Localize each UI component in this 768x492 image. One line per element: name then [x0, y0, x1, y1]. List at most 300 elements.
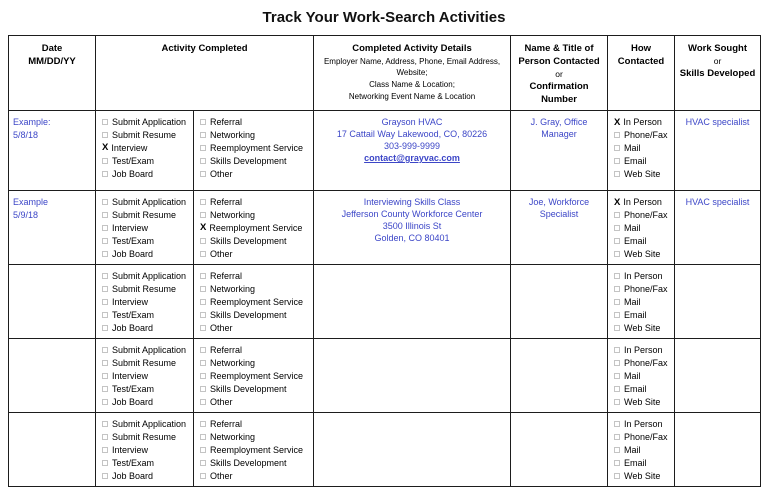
checkbox[interactable] — [614, 286, 620, 292]
checkbox[interactable] — [614, 132, 620, 138]
checkbox[interactable] — [200, 132, 206, 138]
details-line: Interviewing Skills Class — [363, 197, 461, 207]
work-sought-cell[interactable] — [675, 412, 761, 486]
col-header-details — [314, 36, 511, 111]
option-label: Job Board — [112, 248, 154, 259]
date-header-format: MM/DD/YY — [28, 56, 76, 67]
table-row-blank — [9, 265, 761, 339]
date-example-label: Example — [13, 197, 49, 207]
option-label: Submit Application — [112, 271, 187, 282]
option-submit-application — [102, 196, 189, 209]
table-row-blank — [9, 412, 761, 486]
option-label: Web Site — [624, 248, 661, 259]
option-label: In Person — [624, 271, 663, 282]
option-submit-resume — [102, 357, 189, 370]
option-referral — [200, 270, 309, 283]
date-value: 5/9/18 — [13, 210, 39, 220]
checkbox[interactable] — [102, 373, 108, 379]
checkbox[interactable] — [102, 399, 108, 405]
option-email — [614, 234, 670, 247]
option-label: Skills Development — [210, 383, 287, 394]
contact-name-cell — [511, 191, 608, 265]
option-label: Web Site — [624, 322, 661, 333]
option-label: Referral — [210, 419, 243, 430]
contact-name: J. Gray, Office Manager — [530, 117, 588, 139]
option-networking — [200, 129, 309, 142]
work-sought-cell — [675, 191, 761, 265]
option-test-exam — [102, 154, 189, 167]
checkbox[interactable] — [102, 158, 108, 164]
option-label: Email — [624, 383, 647, 394]
option-label: Test/Exam — [112, 457, 155, 468]
checkbox[interactable]: X — [614, 116, 621, 128]
option-interview — [102, 222, 189, 235]
checkbox[interactable] — [200, 347, 206, 353]
checkbox[interactable] — [102, 460, 108, 466]
option-in-person — [614, 196, 670, 209]
date-cell — [9, 111, 96, 191]
email-link[interactable]: contact@grayvac.com — [364, 153, 460, 163]
activity-right-cell — [194, 265, 314, 339]
option-test-exam — [102, 308, 189, 321]
option-label: Web Site — [624, 168, 661, 179]
details-header-sub2: Class Name & Location; — [369, 80, 455, 89]
checkbox[interactable] — [102, 212, 108, 218]
option-label: Test/Exam — [112, 309, 155, 320]
checkbox[interactable] — [200, 286, 206, 292]
option-label: Skills Development — [210, 155, 287, 166]
how-contacted-cell — [608, 338, 675, 412]
checkbox[interactable] — [614, 299, 620, 305]
work-search-table — [8, 35, 761, 487]
checkbox[interactable] — [200, 421, 206, 427]
option-in-person — [614, 116, 670, 129]
checkbox[interactable] — [102, 238, 108, 244]
option-label: Referral — [210, 271, 243, 282]
option-label: In Person — [623, 197, 662, 208]
activity-right-cell — [194, 412, 314, 486]
checkbox[interactable] — [614, 386, 620, 392]
option-mail — [614, 370, 670, 383]
date-example-label: Example: — [13, 117, 51, 127]
option-label: Email — [624, 457, 647, 468]
option-skills-development — [200, 456, 309, 469]
option-submit-application — [102, 270, 189, 283]
date-cell — [9, 191, 96, 265]
checkbox[interactable] — [200, 360, 206, 366]
option-label: Mail — [624, 296, 641, 307]
option-label: Reemployment Service — [210, 142, 304, 153]
option-label: Other — [210, 248, 233, 259]
how-contacted-cell — [608, 111, 675, 191]
option-phone-fax — [614, 209, 670, 222]
checkbox[interactable] — [200, 473, 206, 479]
checkbox[interactable] — [200, 119, 206, 125]
option-label: Email — [624, 155, 647, 166]
col-header-name — [511, 36, 608, 111]
option-label: Networking — [210, 130, 256, 141]
details-cell — [314, 111, 511, 191]
option-test-exam — [102, 456, 189, 469]
option-mail — [614, 222, 670, 235]
checkbox[interactable] — [102, 386, 108, 392]
option-skills-development — [200, 234, 309, 247]
checkbox[interactable]: X — [102, 142, 109, 154]
option-submit-resume — [102, 283, 189, 296]
option-reemployment-service — [200, 222, 309, 235]
checkbox[interactable] — [200, 373, 206, 379]
checkbox[interactable] — [614, 251, 620, 257]
contact-name-cell[interactable] — [511, 265, 608, 339]
option-label: Skills Development — [210, 309, 287, 320]
option-test-exam — [102, 234, 189, 247]
option-label: Test/Exam — [112, 383, 155, 394]
option-submit-application — [102, 344, 189, 357]
option-job-board — [102, 247, 189, 260]
checkbox[interactable] — [614, 373, 620, 379]
checkbox[interactable] — [614, 399, 620, 405]
option-label: In Person — [624, 419, 663, 430]
checkbox[interactable]: X — [614, 196, 621, 208]
name-header-line3: Confirmation — [529, 81, 589, 92]
contact-name: Joe, Workforce Specialist — [528, 197, 590, 219]
checkbox[interactable] — [614, 360, 620, 366]
option-job-board — [102, 321, 189, 334]
option-job-board — [102, 395, 189, 408]
checkbox[interactable] — [102, 273, 108, 279]
contact-name-cell[interactable] — [511, 338, 608, 412]
activity-left-cell — [96, 265, 194, 339]
checkbox[interactable] — [102, 347, 108, 353]
checkbox[interactable] — [200, 399, 206, 405]
checkbox[interactable] — [614, 473, 620, 479]
checkbox[interactable] — [200, 434, 206, 440]
checkbox[interactable] — [102, 132, 108, 138]
checkbox[interactable] — [102, 360, 108, 366]
option-reemployment-service — [200, 142, 309, 155]
option-label: Referral — [210, 345, 243, 356]
work-header-line2: Skills Developed — [679, 68, 756, 79]
option-label: Networking — [210, 358, 256, 369]
name-header-line2: Person Contacted — [518, 56, 600, 67]
how-contacted-cell — [608, 412, 675, 486]
work-sought-value: HVAC specialist — [685, 117, 750, 127]
name-header-line4: Number — [541, 94, 577, 105]
option-label: Interview — [112, 222, 149, 233]
details-line: Jefferson County Workforce Center — [341, 209, 483, 219]
option-label: Reemployment Service — [210, 444, 304, 455]
activity-right-cell — [194, 191, 314, 265]
how-header-line2: Contacted — [617, 56, 665, 67]
option-submit-application — [102, 418, 189, 431]
details-cell[interactable] — [314, 412, 511, 486]
option-skills-development — [200, 154, 309, 167]
details-line: Grayson HVAC — [381, 117, 443, 127]
option-web-site — [614, 395, 670, 408]
option-referral — [200, 196, 309, 209]
option-interview — [102, 444, 189, 457]
option-label: Other — [210, 470, 233, 481]
option-email — [614, 154, 670, 167]
date-value: 5/8/18 — [13, 130, 39, 140]
checkbox[interactable] — [102, 251, 108, 257]
checkbox[interactable] — [102, 299, 108, 305]
option-networking — [200, 357, 309, 370]
option-label: In Person — [623, 117, 662, 128]
option-in-person — [614, 270, 670, 283]
checkbox[interactable] — [102, 286, 108, 292]
checkbox[interactable] — [102, 199, 108, 205]
details-line: 17 Cattail Way Lakewood, CO, 80226 — [336, 129, 488, 139]
work-sought-cell[interactable] — [675, 265, 761, 339]
option-networking — [200, 431, 309, 444]
option-label: Mail — [624, 142, 641, 153]
checkbox[interactable] — [102, 434, 108, 440]
activity-header-label: Activity Completed — [161, 43, 248, 54]
option-label: Phone/Fax — [624, 210, 668, 221]
option-job-board — [102, 167, 189, 180]
checkbox[interactable] — [200, 386, 206, 392]
details-cell[interactable] — [314, 265, 511, 339]
activity-left-cell — [96, 338, 194, 412]
option-in-person — [614, 418, 670, 431]
option-mail — [614, 142, 670, 155]
option-other — [200, 469, 309, 482]
option-referral — [200, 344, 309, 357]
work-sought-value: HVAC specialist — [685, 197, 750, 207]
option-submit-resume — [102, 129, 189, 142]
checkbox[interactable] — [614, 421, 620, 427]
option-label: Submit Resume — [112, 210, 177, 221]
option-label: Interview — [112, 444, 149, 455]
option-email — [614, 382, 670, 395]
checkbox[interactable] — [102, 325, 108, 331]
option-label: Submit Resume — [112, 432, 177, 443]
option-web-site — [614, 321, 670, 334]
option-mail — [614, 444, 670, 457]
option-submit-application — [102, 116, 189, 129]
contact-name-cell[interactable] — [511, 412, 608, 486]
option-label: Networking — [210, 432, 256, 443]
checkbox[interactable] — [200, 447, 206, 453]
option-label: Phone/Fax — [624, 358, 668, 369]
option-interview — [102, 296, 189, 309]
option-submit-resume — [102, 431, 189, 444]
checkbox[interactable] — [102, 225, 108, 231]
checkbox[interactable] — [614, 145, 620, 151]
option-label: Mail — [624, 222, 641, 233]
details-header-title: Completed Activity Details — [352, 43, 472, 54]
option-reemployment-service — [200, 444, 309, 457]
option-label: Submit Resume — [112, 130, 177, 141]
checkbox[interactable] — [102, 447, 108, 453]
option-label: Web Site — [624, 470, 661, 481]
work-sought-cell[interactable] — [675, 338, 761, 412]
option-phone-fax — [614, 129, 670, 142]
checkbox[interactable] — [102, 119, 108, 125]
checkbox[interactable] — [614, 171, 620, 177]
option-label: Submit Application — [112, 197, 187, 208]
option-other — [200, 395, 309, 408]
checkbox[interactable] — [614, 212, 620, 218]
checkbox[interactable] — [200, 460, 206, 466]
option-label: Reemployment Service — [210, 370, 304, 381]
details-cell[interactable] — [314, 338, 511, 412]
option-mail — [614, 296, 670, 309]
checkbox[interactable] — [102, 421, 108, 427]
option-label: Interview — [112, 370, 149, 381]
checkbox[interactable] — [200, 299, 206, 305]
option-label: Job Board — [112, 470, 154, 481]
work-sought-cell — [675, 111, 761, 191]
col-header-activity — [96, 36, 314, 111]
option-web-site — [614, 247, 670, 260]
option-label: Test/Exam — [112, 155, 155, 166]
checkbox[interactable] — [102, 312, 108, 318]
option-other — [200, 247, 309, 260]
details-line: Golden, CO 80401 — [374, 233, 450, 243]
option-networking — [200, 209, 309, 222]
option-label: Other — [210, 322, 233, 333]
option-label: Phone/Fax — [624, 432, 668, 443]
option-interview — [102, 370, 189, 383]
option-web-site — [614, 167, 670, 180]
activity-left-cell — [96, 412, 194, 486]
option-skills-development — [200, 308, 309, 321]
option-email — [614, 308, 670, 321]
checkbox[interactable] — [200, 199, 206, 205]
option-test-exam — [102, 382, 189, 395]
checkbox[interactable] — [200, 238, 206, 244]
option-reemployment-service — [200, 370, 309, 383]
option-label: Job Board — [112, 168, 154, 179]
checkbox[interactable] — [614, 460, 620, 466]
checkbox[interactable] — [614, 238, 620, 244]
checkbox[interactable] — [200, 273, 206, 279]
option-label: Reemployment Service — [209, 222, 303, 233]
checkbox[interactable] — [614, 447, 620, 453]
col-header-how — [608, 36, 675, 111]
table-row-example-2 — [9, 191, 761, 265]
table-row-example-1 — [9, 111, 761, 191]
activity-left-cell — [96, 191, 194, 265]
how-contacted-cell — [608, 265, 675, 339]
option-other — [200, 167, 309, 180]
option-email — [614, 456, 670, 469]
option-label: Submit Application — [112, 419, 187, 430]
option-submit-resume — [102, 209, 189, 222]
option-phone-fax — [614, 283, 670, 296]
option-reemployment-service — [200, 296, 309, 309]
option-label: Reemployment Service — [210, 296, 304, 307]
option-label: Phone/Fax — [624, 130, 668, 141]
checkbox[interactable] — [614, 434, 620, 440]
details-cell — [314, 191, 511, 265]
checkbox[interactable] — [200, 212, 206, 218]
option-label: Interview — [112, 296, 149, 307]
date-cell[interactable] — [9, 412, 96, 486]
name-header-line1: Name & Title of — [524, 43, 594, 54]
option-label: Other — [210, 396, 233, 407]
option-phone-fax — [614, 357, 670, 370]
option-web-site — [614, 469, 670, 482]
option-label: Mail — [624, 370, 641, 381]
details-line: 3500 Illinois St — [382, 221, 442, 231]
details-header-sub1: Employer Name, Address, Phone, Email Address, Website; — [323, 57, 501, 77]
option-interview — [102, 142, 189, 155]
option-label: Skills Development — [210, 457, 287, 468]
option-label: Networking — [210, 210, 256, 221]
option-label: Submit Resume — [112, 358, 177, 369]
option-referral — [200, 418, 309, 431]
checkbox[interactable] — [200, 325, 206, 331]
checkbox[interactable] — [200, 251, 206, 257]
header-row — [9, 36, 761, 111]
work-header-or: or — [713, 56, 722, 66]
col-header-work — [675, 36, 761, 111]
table-row-blank — [9, 338, 761, 412]
option-job-board — [102, 469, 189, 482]
date-cell[interactable] — [9, 338, 96, 412]
name-header-or: or — [555, 69, 563, 79]
option-label: Email — [624, 235, 647, 246]
option-label: Submit Application — [112, 345, 187, 356]
checkbox[interactable] — [614, 312, 620, 318]
checkbox[interactable] — [200, 145, 206, 151]
option-label: Email — [624, 309, 647, 320]
date-cell[interactable] — [9, 265, 96, 339]
checkbox[interactable] — [614, 325, 620, 331]
checkbox[interactable]: X — [200, 222, 207, 234]
checkbox[interactable] — [200, 312, 206, 318]
option-label: Networking — [210, 284, 256, 295]
option-label: Phone/Fax — [624, 284, 668, 295]
option-label: Job Board — [112, 396, 154, 407]
checkbox[interactable] — [614, 273, 620, 279]
option-label: Referral — [210, 117, 243, 128]
contact-name-cell — [511, 111, 608, 191]
checkbox[interactable] — [200, 171, 206, 177]
option-label: Submit Application — [112, 117, 187, 128]
option-label: Other — [210, 168, 233, 179]
option-label: Submit Resume — [112, 284, 177, 295]
activity-right-cell — [194, 111, 314, 191]
date-header-line: Date — [41, 43, 63, 54]
checkbox[interactable] — [614, 158, 620, 164]
checkbox[interactable] — [200, 158, 206, 164]
col-header-date — [9, 36, 96, 111]
checkbox[interactable] — [614, 225, 620, 231]
option-label: Interview — [111, 142, 148, 153]
option-networking — [200, 283, 309, 296]
checkbox[interactable] — [102, 473, 108, 479]
page-title: Track Your Work-Search Activities — [262, 9, 506, 26]
checkbox[interactable] — [102, 171, 108, 177]
option-other — [200, 321, 309, 334]
option-label: Mail — [624, 444, 641, 455]
option-skills-development — [200, 382, 309, 395]
how-header-line1: How — [630, 43, 652, 54]
work-header-line1: Work Sought — [688, 43, 747, 54]
option-label: Test/Exam — [112, 235, 155, 246]
option-label: Web Site — [624, 396, 661, 407]
option-label: Referral — [210, 197, 243, 208]
checkbox[interactable] — [614, 347, 620, 353]
option-label: Skills Development — [210, 235, 287, 246]
option-referral — [200, 116, 309, 129]
option-in-person — [614, 344, 670, 357]
activity-right-cell — [194, 338, 314, 412]
